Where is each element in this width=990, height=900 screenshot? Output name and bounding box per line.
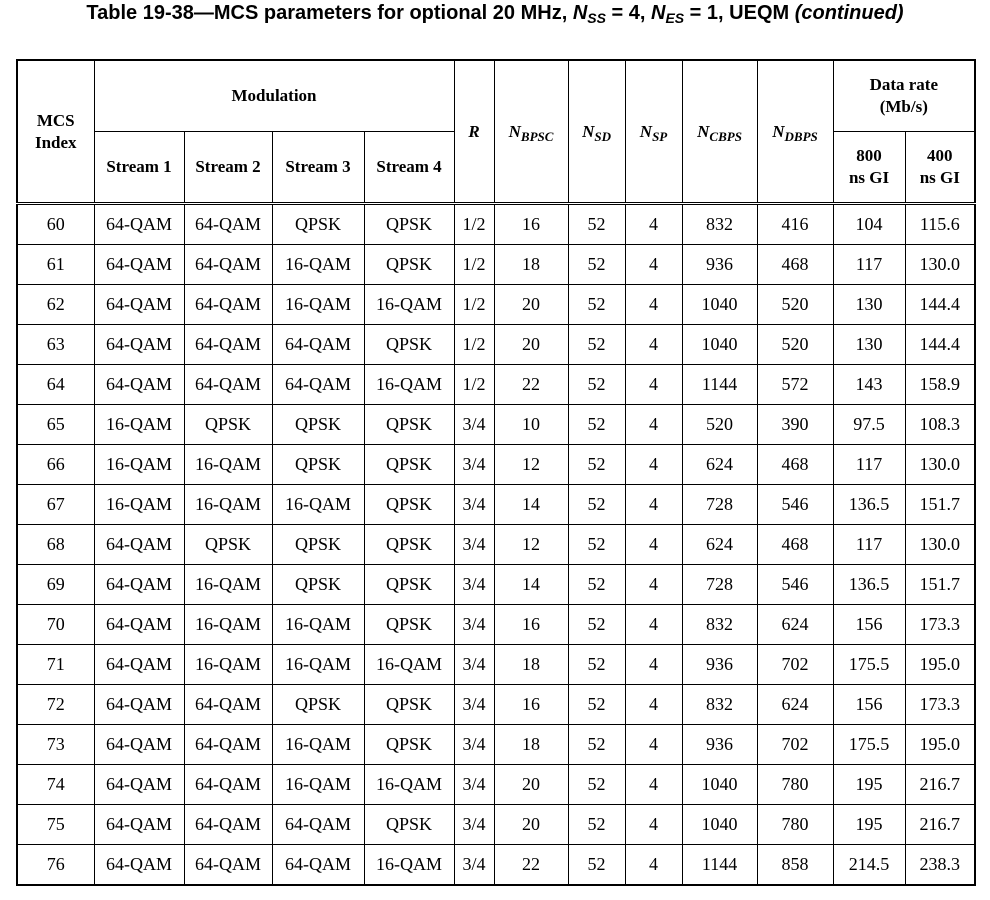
cell-stream-3: QPSK — [272, 525, 364, 565]
cell-r: 3/4 — [454, 445, 494, 485]
caption-nss-value: = 4, — [605, 2, 651, 24]
caption-nes-subscript: ES — [665, 10, 685, 26]
cell-nbpsc: 20 — [494, 805, 568, 845]
cell-stream-2: 64-QAM — [184, 245, 272, 285]
cell-rate-400ns: 216.7 — [905, 805, 975, 845]
cell-stream-2: QPSK — [184, 525, 272, 565]
cell-stream-3: 64-QAM — [272, 365, 364, 405]
cell-ncbps: 832 — [682, 685, 757, 725]
table-row — [17, 685, 975, 725]
caption-nes-value: = 1, UEQM — [684, 2, 795, 24]
cell-nsd: 52 — [568, 805, 625, 845]
cell-rate-800ns: 195 — [833, 765, 905, 805]
cell-ncbps: 1040 — [682, 805, 757, 845]
cell-rate-800ns: 130 — [833, 285, 905, 325]
cell-stream-1: 64-QAM — [94, 565, 184, 605]
cell-nsp: 4 — [625, 245, 682, 285]
cell-rate-800ns: 175.5 — [833, 645, 905, 685]
cell-stream-2: 64-QAM — [184, 325, 272, 365]
table-row — [17, 725, 975, 765]
header-ndbps: $N_{DBPS}$ — [757, 60, 833, 204]
table-row — [17, 245, 975, 285]
cell-nsp: 4 — [625, 285, 682, 325]
cell-stream-2: 64-QAM — [184, 204, 272, 245]
cell-rate-400ns: 144.4 — [905, 325, 975, 365]
cell-mcs-index: 76 — [17, 845, 94, 886]
caption-nes-symbol: N — [650, 2, 666, 24]
cell-mcs-index: 74 — [17, 765, 94, 805]
cell-mcs-index: 68 — [17, 525, 94, 565]
cell-nbpsc: 16 — [494, 605, 568, 645]
cell-mcs-index: 65 — [17, 405, 94, 445]
cell-nsp: 4 — [625, 685, 682, 725]
cell-stream-1: 16-QAM — [94, 405, 184, 445]
cell-nbpsc: 22 — [494, 845, 568, 886]
cell-rate-800ns: 214.5 — [833, 845, 905, 886]
cell-r: 1/2 — [454, 204, 494, 245]
cell-stream-3: 16-QAM — [272, 645, 364, 685]
cell-r: 3/4 — [454, 485, 494, 525]
cell-stream-4: 16-QAM — [364, 645, 454, 685]
table-row — [17, 805, 975, 845]
cell-mcs-index: 66 — [17, 445, 94, 485]
cell-mcs-index: 75 — [17, 805, 94, 845]
cell-nsd: 52 — [568, 365, 625, 405]
cell-rate-800ns: 130 — [833, 325, 905, 365]
cell-stream-3: QPSK — [272, 565, 364, 605]
cell-ncbps: 728 — [682, 485, 757, 525]
cell-nsd: 52 — [568, 325, 625, 365]
cell-stream-2: 64-QAM — [184, 725, 272, 765]
cell-rate-400ns: 115.6 — [905, 204, 975, 245]
cell-nbpsc: 20 — [494, 325, 568, 365]
cell-stream-3: QPSK — [272, 445, 364, 485]
cell-stream-1: 64-QAM — [94, 285, 184, 325]
header-mcs-index: MCS Index — [17, 60, 94, 204]
cell-nsd: 52 — [568, 645, 625, 685]
cell-ncbps: 936 — [682, 725, 757, 765]
cell-rate-800ns: 156 — [833, 685, 905, 725]
cell-rate-800ns: 117 — [833, 525, 905, 565]
cell-ncbps: 936 — [682, 245, 757, 285]
cell-ncbps: 1040 — [682, 285, 757, 325]
cell-ndbps: 702 — [757, 725, 833, 765]
cell-stream-4: QPSK — [364, 485, 454, 525]
cell-r: 3/4 — [454, 565, 494, 605]
cell-nbpsc: 18 — [494, 245, 568, 285]
cell-r: 3/4 — [454, 685, 494, 725]
cell-rate-800ns: 97.5 — [833, 405, 905, 445]
cell-stream-1: 64-QAM — [94, 845, 184, 886]
cell-nsd: 52 — [568, 485, 625, 525]
cell-ncbps: 728 — [682, 565, 757, 605]
cell-rate-400ns: 144.4 — [905, 285, 975, 325]
header-stream-4: Stream 4 — [364, 132, 454, 204]
cell-ndbps: 624 — [757, 685, 833, 725]
cell-stream-3: 64-QAM — [272, 805, 364, 845]
cell-stream-1: 16-QAM — [94, 485, 184, 525]
cell-r: 1/2 — [454, 365, 494, 405]
header-nsp: $N_{SP}$ — [625, 60, 682, 204]
cell-ndbps: 780 — [757, 765, 833, 805]
cell-stream-4: 16-QAM — [364, 285, 454, 325]
cell-ncbps: 1144 — [682, 365, 757, 405]
cell-stream-1: 64-QAM — [94, 325, 184, 365]
cell-ndbps: 468 — [757, 525, 833, 565]
cell-rate-400ns: 151.7 — [905, 565, 975, 605]
cell-nsp: 4 — [625, 805, 682, 845]
table-row — [17, 605, 975, 645]
cell-nsp: 4 — [625, 204, 682, 245]
cell-r: 3/4 — [454, 405, 494, 445]
cell-nbpsc: 10 — [494, 405, 568, 445]
cell-stream-2: 16-QAM — [184, 565, 272, 605]
cell-nsp: 4 — [625, 325, 682, 365]
table-row — [17, 365, 975, 405]
cell-nsp: 4 — [625, 845, 682, 886]
cell-rate-800ns: 156 — [833, 605, 905, 645]
cell-stream-1: 64-QAM — [94, 525, 184, 565]
table-row — [17, 525, 975, 565]
cell-nbpsc: 20 — [494, 285, 568, 325]
cell-nsd: 52 — [568, 725, 625, 765]
cell-nsd: 52 — [568, 605, 625, 645]
cell-mcs-index: 70 — [17, 605, 94, 645]
cell-stream-3: 16-QAM — [272, 285, 364, 325]
cell-ncbps: 936 — [682, 645, 757, 685]
cell-stream-2: 16-QAM — [184, 645, 272, 685]
table-row — [17, 204, 975, 245]
cell-mcs-index: 62 — [17, 285, 94, 325]
cell-stream-1: 64-QAM — [94, 645, 184, 685]
cell-stream-3: 16-QAM — [272, 485, 364, 525]
cell-rate-400ns: 158.9 — [905, 365, 975, 405]
cell-ncbps: 520 — [682, 405, 757, 445]
cell-r: 3/4 — [454, 605, 494, 645]
cell-rate-400ns: 195.0 — [905, 725, 975, 765]
cell-ndbps: 572 — [757, 365, 833, 405]
table-row — [17, 405, 975, 445]
cell-ncbps: 832 — [682, 605, 757, 645]
table-row — [17, 645, 975, 685]
cell-stream-3: 64-QAM — [272, 325, 364, 365]
cell-nbpsc: 18 — [494, 725, 568, 765]
cell-ndbps: 520 — [757, 325, 833, 365]
cell-ncbps: 1040 — [682, 765, 757, 805]
table-caption — [0, 2, 990, 25]
cell-nsd: 52 — [568, 285, 625, 325]
cell-nsp: 4 — [625, 525, 682, 565]
cell-nsp: 4 — [625, 565, 682, 605]
header-modulation: Modulation — [94, 60, 454, 132]
cell-stream-4: QPSK — [364, 325, 454, 365]
table-row — [17, 845, 975, 886]
cell-rate-800ns: 136.5 — [833, 565, 905, 605]
table-row — [17, 765, 975, 805]
cell-rate-800ns: 104 — [833, 204, 905, 245]
cell-r: 1/2 — [454, 325, 494, 365]
cell-r: 3/4 — [454, 765, 494, 805]
cell-stream-4: QPSK — [364, 685, 454, 725]
cell-nbpsc: 22 — [494, 365, 568, 405]
caption-nss-symbol: N — [572, 2, 588, 24]
cell-r: 1/2 — [454, 245, 494, 285]
cell-stream-2: 64-QAM — [184, 285, 272, 325]
cell-stream-4: 16-QAM — [364, 365, 454, 405]
cell-nsp: 4 — [625, 765, 682, 805]
cell-stream-3: 16-QAM — [272, 725, 364, 765]
cell-r: 3/4 — [454, 645, 494, 685]
cell-stream-2: QPSK — [184, 405, 272, 445]
cell-nbpsc: 12 — [494, 445, 568, 485]
cell-stream-1: 64-QAM — [94, 245, 184, 285]
cell-mcs-index: 71 — [17, 645, 94, 685]
cell-stream-4: QPSK — [364, 405, 454, 445]
cell-stream-4: QPSK — [364, 605, 454, 645]
cell-ncbps: 1144 — [682, 845, 757, 886]
cell-stream-4: QPSK — [364, 204, 454, 245]
cell-rate-800ns: 117 — [833, 445, 905, 485]
cell-rate-400ns: 108.3 — [905, 405, 975, 445]
cell-stream-1: 64-QAM — [94, 725, 184, 765]
cell-ndbps: 702 — [757, 645, 833, 685]
cell-nsd: 52 — [568, 525, 625, 565]
cell-ndbps: 468 — [757, 245, 833, 285]
cell-nsp: 4 — [625, 725, 682, 765]
cell-stream-3: 16-QAM — [272, 605, 364, 645]
cell-nsd: 52 — [568, 845, 625, 886]
cell-r: 3/4 — [454, 805, 494, 845]
cell-stream-2: 16-QAM — [184, 445, 272, 485]
header-ncbps: $N_{CBPS}$ — [682, 60, 757, 204]
cell-nsp: 4 — [625, 445, 682, 485]
cell-mcs-index: 67 — [17, 485, 94, 525]
header-nsd: $N_{SD}$ — [568, 60, 625, 204]
cell-ndbps: 546 — [757, 485, 833, 525]
caption-continued: (continued) — [794, 2, 904, 24]
cell-stream-2: 64-QAM — [184, 365, 272, 405]
cell-stream-1: 64-QAM — [94, 365, 184, 405]
table-row — [17, 565, 975, 605]
caption-nss-subscript: SS — [587, 10, 606, 26]
cell-rate-800ns: 195 — [833, 805, 905, 845]
cell-rate-800ns: 117 — [833, 245, 905, 285]
cell-stream-3: QPSK — [272, 405, 364, 445]
cell-stream-1: 64-QAM — [94, 204, 184, 245]
cell-stream-3: 16-QAM — [272, 765, 364, 805]
cell-r: 1/2 — [454, 285, 494, 325]
cell-ncbps: 832 — [682, 204, 757, 245]
header-stream-1: Stream 1 — [94, 132, 184, 204]
cell-nbpsc: 12 — [494, 525, 568, 565]
cell-nsd: 52 — [568, 405, 625, 445]
cell-nsp: 4 — [625, 485, 682, 525]
cell-stream-1: 64-QAM — [94, 605, 184, 645]
cell-nbpsc: 14 — [494, 565, 568, 605]
cell-mcs-index: 61 — [17, 245, 94, 285]
cell-ndbps: 520 — [757, 285, 833, 325]
header-stream-3: Stream 3 — [272, 132, 364, 204]
cell-stream-1: 64-QAM — [94, 805, 184, 845]
cell-nbpsc: 20 — [494, 765, 568, 805]
cell-rate-800ns: 136.5 — [833, 485, 905, 525]
cell-nsd: 52 — [568, 445, 625, 485]
cell-stream-2: 64-QAM — [184, 765, 272, 805]
cell-stream-1: 64-QAM — [94, 685, 184, 725]
cell-ndbps: 858 — [757, 845, 833, 886]
cell-ndbps: 390 — [757, 405, 833, 445]
cell-stream-4: QPSK — [364, 805, 454, 845]
cell-ndbps: 416 — [757, 204, 833, 245]
cell-nbpsc: 16 — [494, 204, 568, 245]
cell-nsd: 52 — [568, 765, 625, 805]
cell-nsp: 4 — [625, 405, 682, 445]
cell-stream-4: 16-QAM — [364, 765, 454, 805]
cell-rate-400ns: 216.7 — [905, 765, 975, 805]
cell-mcs-index: 73 — [17, 725, 94, 765]
cell-mcs-index: 64 — [17, 365, 94, 405]
cell-nsp: 4 — [625, 645, 682, 685]
cell-rate-400ns: 151.7 — [905, 485, 975, 525]
cell-rate-400ns: 195.0 — [905, 645, 975, 685]
cell-stream-1: 64-QAM — [94, 765, 184, 805]
cell-stream-4: QPSK — [364, 525, 454, 565]
cell-stream-3: 16-QAM — [272, 245, 364, 285]
table-row — [17, 325, 975, 365]
cell-ncbps: 624 — [682, 445, 757, 485]
cell-ncbps: 624 — [682, 525, 757, 565]
cell-r: 3/4 — [454, 525, 494, 565]
header-800ns-gi: 800 ns GI — [833, 132, 905, 204]
mcs-parameters-table — [16, 59, 976, 886]
cell-nbpsc: 16 — [494, 685, 568, 725]
cell-nsp: 4 — [625, 365, 682, 405]
cell-rate-400ns: 173.3 — [905, 605, 975, 645]
header-400ns-gi: 400 ns GI — [905, 132, 975, 204]
table-row — [17, 285, 975, 325]
cell-ncbps: 1040 — [682, 325, 757, 365]
cell-ndbps: 468 — [757, 445, 833, 485]
cell-nsd: 52 — [568, 565, 625, 605]
cell-ndbps: 780 — [757, 805, 833, 845]
table-row — [17, 445, 975, 485]
caption-prefix: Table 19-38—MCS parameters for optional 20 MHz, — [86, 2, 573, 24]
cell-rate-800ns: 143 — [833, 365, 905, 405]
cell-mcs-index: 63 — [17, 325, 94, 365]
cell-ndbps: 546 — [757, 565, 833, 605]
cell-rate-400ns: 130.0 — [905, 245, 975, 285]
cell-stream-2: 64-QAM — [184, 685, 272, 725]
cell-nbpsc: 18 — [494, 645, 568, 685]
header-nbpsc: $N_{BPSC}$ — [494, 60, 568, 204]
cell-r: 3/4 — [454, 725, 494, 765]
cell-ndbps: 624 — [757, 605, 833, 645]
cell-nsd: 52 — [568, 245, 625, 285]
cell-rate-400ns: 173.3 — [905, 685, 975, 725]
cell-rate-400ns: 238.3 — [905, 845, 975, 886]
cell-stream-2: 16-QAM — [184, 485, 272, 525]
cell-stream-4: QPSK — [364, 565, 454, 605]
cell-nbpsc: 14 — [494, 485, 568, 525]
table-body — [17, 204, 975, 886]
cell-stream-2: 64-QAM — [184, 805, 272, 845]
cell-stream-3: 64-QAM — [272, 845, 364, 886]
cell-stream-3: QPSK — [272, 685, 364, 725]
cell-mcs-index: 69 — [17, 565, 94, 605]
cell-mcs-index: 60 — [17, 204, 94, 245]
cell-stream-4: QPSK — [364, 445, 454, 485]
cell-nsp: 4 — [625, 605, 682, 645]
cell-mcs-index: 72 — [17, 685, 94, 725]
header-r: R — [454, 60, 494, 204]
cell-stream-3: QPSK — [272, 204, 364, 245]
cell-nsd: 52 — [568, 204, 625, 245]
cell-stream-4: QPSK — [364, 245, 454, 285]
cell-nsd: 52 — [568, 685, 625, 725]
cell-rate-800ns: 175.5 — [833, 725, 905, 765]
cell-stream-4: 16-QAM — [364, 845, 454, 886]
header-stream-2: Stream 2 — [184, 132, 272, 204]
cell-r: 3/4 — [454, 845, 494, 886]
table-row — [17, 485, 975, 525]
cell-stream-2: 64-QAM — [184, 845, 272, 886]
header-data-rate: Data rate (Mb/s) — [833, 60, 975, 132]
cell-stream-1: 16-QAM — [94, 445, 184, 485]
cell-stream-2: 16-QAM — [184, 605, 272, 645]
cell-rate-400ns: 130.0 — [905, 525, 975, 565]
table-header — [17, 60, 975, 204]
cell-rate-400ns: 130.0 — [905, 445, 975, 485]
cell-stream-4: QPSK — [364, 725, 454, 765]
